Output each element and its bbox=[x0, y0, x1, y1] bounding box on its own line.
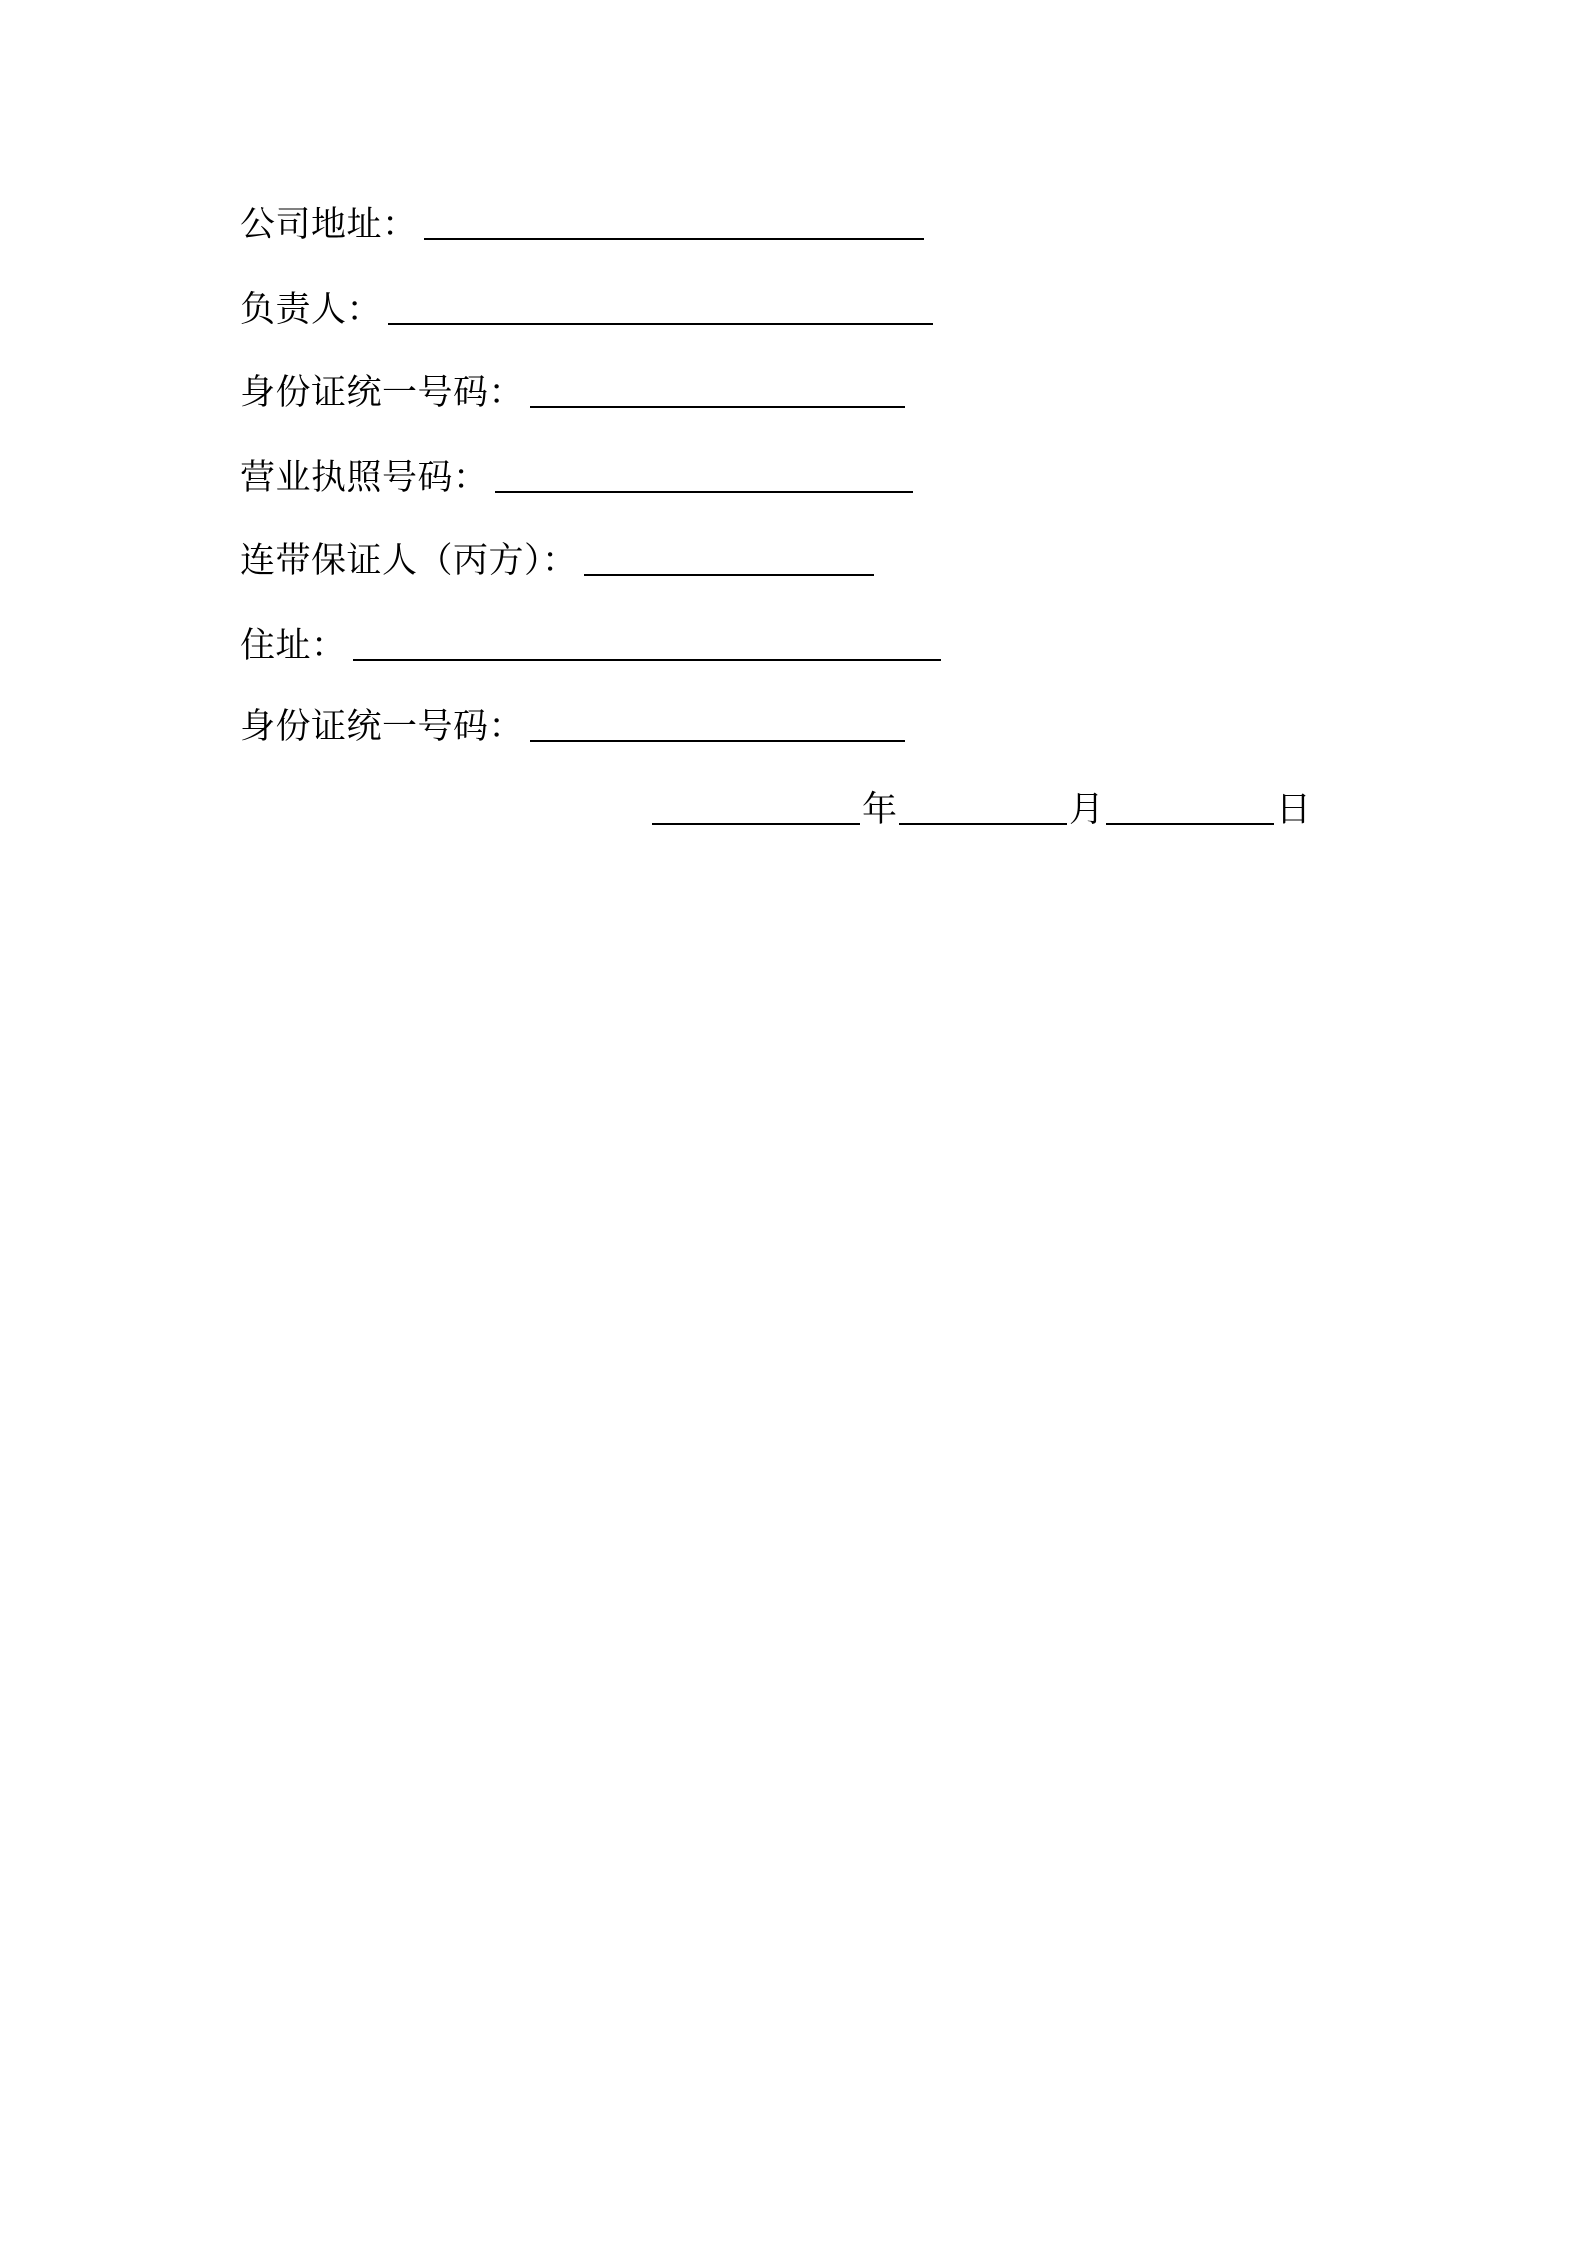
guarantor-field bbox=[240, 536, 874, 586]
residence-label: 住址： bbox=[240, 626, 347, 666]
id-number-blank[interactable] bbox=[530, 406, 905, 408]
guarantor-id-number-field bbox=[240, 702, 905, 752]
day-unit: 日 bbox=[1276, 790, 1312, 830]
guarantor-id-number-blank[interactable] bbox=[530, 740, 905, 742]
guarantor-blank[interactable] bbox=[584, 574, 874, 576]
date-line bbox=[652, 785, 1313, 835]
id-number-field bbox=[240, 368, 905, 418]
responsible-person-label: 负责人： bbox=[240, 290, 383, 330]
residence-blank[interactable] bbox=[353, 659, 941, 661]
month-unit: 月 bbox=[1069, 790, 1105, 830]
day-blank[interactable] bbox=[1106, 823, 1274, 825]
company-address-label: 公司地址： bbox=[240, 205, 418, 245]
company-address-field bbox=[240, 200, 924, 250]
residence-field bbox=[240, 621, 941, 671]
business-license-label: 营业执照号码： bbox=[240, 458, 489, 498]
responsible-person-field bbox=[240, 285, 933, 335]
month-blank[interactable] bbox=[899, 823, 1067, 825]
year-unit: 年 bbox=[862, 790, 898, 830]
id-number-label: 身份证统一号码： bbox=[240, 373, 525, 413]
company-address-blank[interactable] bbox=[424, 238, 924, 240]
guarantor-id-number-label: 身份证统一号码： bbox=[240, 707, 525, 747]
guarantor-label: 连带保证人（丙方）： bbox=[240, 541, 578, 581]
business-license-field bbox=[240, 453, 913, 503]
responsible-person-blank[interactable] bbox=[388, 323, 933, 325]
business-license-blank[interactable] bbox=[495, 491, 913, 493]
year-blank[interactable] bbox=[652, 823, 860, 825]
